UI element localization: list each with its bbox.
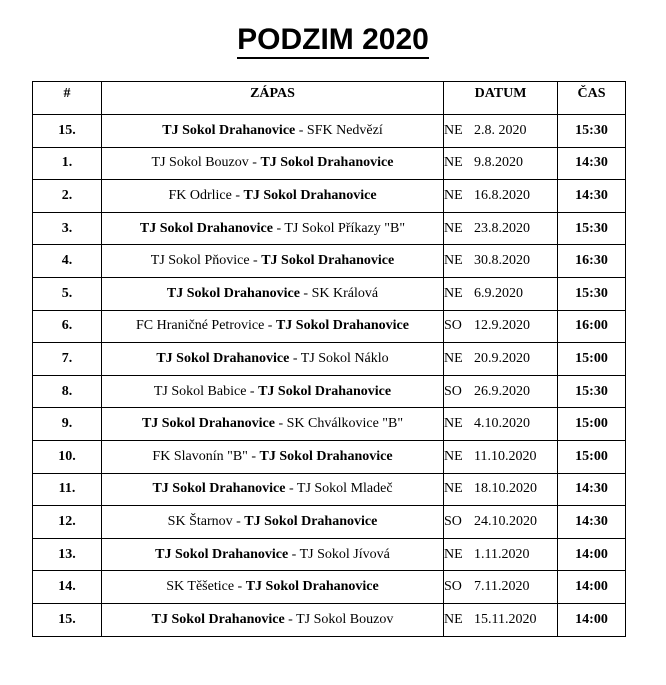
match-number: 15. [33, 603, 102, 636]
date-value: 23.8.2020 [474, 220, 530, 236]
table-row [33, 212, 626, 245]
date-cell [444, 408, 558, 441]
day-of-week: NE [444, 253, 463, 269]
date-cell [444, 115, 558, 148]
date-cell [444, 473, 558, 506]
table-row [33, 115, 626, 148]
away-team: TJ Sokol Mladeč [296, 481, 393, 497]
schedule-body [33, 115, 626, 637]
date-cell [444, 245, 558, 278]
home-team: SK Těšetice [166, 579, 235, 595]
match-separator: - [272, 220, 285, 236]
date-cell [444, 571, 558, 604]
away-team: TJ Sokol Náklo [300, 350, 389, 366]
day-of-week: NE [444, 122, 463, 138]
header-num: # [33, 82, 102, 115]
match-cell [102, 147, 444, 180]
match-cell [102, 571, 444, 604]
table-row [33, 571, 626, 604]
match-number: 15. [33, 115, 102, 148]
day-of-week: NE [444, 448, 463, 464]
match-number: 4. [33, 245, 102, 278]
match-cell [102, 506, 444, 539]
away-team: SFK Nedvězí [306, 122, 383, 138]
away-team: TJ Sokol Drahanovice [275, 318, 409, 334]
date-value: 12.9.2020 [474, 318, 530, 334]
home-team: TJ Sokol Pňovice [150, 253, 250, 269]
away-team: TJ Sokol Jívová [299, 546, 390, 562]
date-cell [444, 375, 558, 408]
table-row [33, 408, 626, 441]
day-of-week: SO [444, 513, 462, 529]
match-separator: - [247, 448, 260, 464]
date-cell [444, 310, 558, 343]
date-cell [444, 343, 558, 376]
table-row [33, 310, 626, 343]
kickoff-time: 14:30 [558, 147, 626, 180]
date-value: 7.11.2020 [474, 579, 530, 595]
match-number: 2. [33, 180, 102, 213]
match-number: 1. [33, 147, 102, 180]
date-cell [444, 212, 558, 245]
match-number: 14. [33, 571, 102, 604]
kickoff-time: 15:00 [558, 440, 626, 473]
match-cell [102, 180, 444, 213]
kickoff-time: 14:30 [558, 180, 626, 213]
match-cell [102, 408, 444, 441]
match-cell [102, 375, 444, 408]
match-separator: - [264, 318, 276, 334]
table-row [33, 440, 626, 473]
header-row [33, 82, 626, 115]
home-team: SK Štarnov [167, 513, 233, 529]
away-team: SK Králová [311, 285, 379, 301]
match-number: 9. [33, 408, 102, 441]
match-cell [102, 245, 444, 278]
day-of-week: NE [444, 611, 463, 627]
away-team: TJ Sokol Drahanovice [261, 253, 395, 269]
match-cell [102, 473, 444, 506]
away-team: TJ Sokol Drahanovice [260, 155, 394, 171]
table-row [33, 375, 626, 408]
day-of-week: SO [444, 318, 462, 334]
kickoff-time: 16:30 [558, 245, 626, 278]
header-match: ZÁPAS [102, 82, 444, 115]
table-row [33, 538, 626, 571]
home-team: TJ Sokol Drahanovice [166, 285, 300, 301]
match-cell [102, 603, 444, 636]
match-number: 12. [33, 506, 102, 539]
day-of-week: NE [444, 155, 463, 171]
day-of-week: NE [444, 481, 463, 497]
away-team: TJ Sokol Drahanovice [259, 448, 393, 464]
match-cell [102, 343, 444, 376]
away-team: TJ Sokol Drahanovice [258, 383, 392, 399]
match-cell [102, 440, 444, 473]
match-cell [102, 538, 444, 571]
date-value: 20.9.2020 [474, 350, 530, 366]
date-cell [444, 277, 558, 310]
date-value: 24.10.2020 [474, 513, 537, 529]
match-cell [102, 115, 444, 148]
match-number: 7. [33, 343, 102, 376]
table-row [33, 343, 626, 376]
kickoff-time: 15:30 [558, 115, 626, 148]
day-of-week: SO [444, 579, 462, 595]
kickoff-time: 14:30 [558, 506, 626, 539]
day-of-week: NE [444, 285, 463, 301]
match-number: 3. [33, 212, 102, 245]
day-of-week: NE [444, 350, 463, 366]
date-cell [444, 180, 558, 213]
match-number: 8. [33, 375, 102, 408]
date-value: 9.8.2020 [474, 155, 523, 171]
match-separator: - [249, 253, 262, 269]
away-team: TJ Sokol Bouzov [296, 611, 394, 627]
table-row [33, 603, 626, 636]
match-separator: - [274, 416, 287, 432]
home-team: FK Slavonín "B" [152, 448, 248, 464]
table-row [33, 245, 626, 278]
table-row [33, 277, 626, 310]
date-value: 26.9.2020 [474, 383, 530, 399]
match-number: 5. [33, 277, 102, 310]
away-team: TJ Sokol Drahanovice [243, 187, 377, 203]
table-row [33, 180, 626, 213]
match-separator: - [248, 155, 261, 171]
match-number: 10. [33, 440, 102, 473]
day-of-week: NE [444, 187, 463, 203]
kickoff-time: 15:00 [558, 408, 626, 441]
match-separator: - [288, 546, 300, 562]
kickoff-time: 14:00 [558, 571, 626, 604]
home-team: TJ Sokol Drahanovice [155, 546, 289, 562]
match-cell [102, 212, 444, 245]
date-value: 15.11.2020 [474, 611, 537, 627]
table-row [33, 506, 626, 539]
match-separator: - [299, 285, 312, 301]
home-team: TJ Sokol Drahanovice [162, 122, 296, 138]
home-team: TJ Sokol Drahanovice [139, 220, 273, 236]
kickoff-time: 14:00 [558, 603, 626, 636]
kickoff-time: 15:30 [558, 375, 626, 408]
home-team: FK Odrlice [168, 187, 232, 203]
match-cell [102, 277, 444, 310]
match-separator: - [246, 383, 259, 399]
table-row [33, 147, 626, 180]
home-team: TJ Sokol Drahanovice [141, 416, 275, 432]
schedule-table [32, 81, 626, 637]
date-cell [444, 147, 558, 180]
date-value: 1.11.2020 [474, 546, 530, 562]
match-number: 11. [33, 473, 102, 506]
date-value: 16.8.2020 [474, 187, 530, 203]
date-cell [444, 603, 558, 636]
match-separator: - [231, 187, 244, 203]
kickoff-time: 15:30 [558, 277, 626, 310]
kickoff-time: 14:30 [558, 473, 626, 506]
match-number: 6. [33, 310, 102, 343]
match-separator: - [285, 481, 297, 497]
match-separator: - [295, 122, 307, 138]
away-team: TJ Sokol Příkazy "B" [284, 220, 406, 236]
kickoff-time: 15:30 [558, 212, 626, 245]
date-value: 18.10.2020 [474, 481, 537, 497]
home-team: TJ Sokol Drahanovice [152, 481, 286, 497]
away-team: TJ Sokol Drahanovice [244, 513, 378, 529]
header-time: ČAS [558, 82, 626, 115]
day-of-week: NE [444, 220, 463, 236]
date-value: 6.9.2020 [474, 285, 523, 301]
home-team: TJ Sokol Babice [153, 383, 247, 399]
match-separator: - [234, 579, 246, 595]
date-value: 30.8.2020 [474, 253, 530, 269]
home-team: TJ Sokol Drahanovice [151, 611, 285, 627]
home-team: TJ Sokol Bouzov [151, 155, 249, 171]
date-value: 2.8. 2020 [474, 122, 527, 138]
header-date: DATUM [444, 82, 558, 115]
date-value: 11.10.2020 [474, 448, 537, 464]
away-team: SK Chválkovice "B" [286, 416, 404, 432]
kickoff-time: 15:00 [558, 343, 626, 376]
day-of-week: SO [444, 383, 462, 399]
date-cell [444, 538, 558, 571]
day-of-week: NE [444, 546, 463, 562]
kickoff-time: 16:00 [558, 310, 626, 343]
home-team: FC Hraničné Petrovice [136, 318, 265, 334]
home-team: TJ Sokol Drahanovice [156, 350, 290, 366]
page-title [0, 22, 666, 58]
match-cell [102, 310, 444, 343]
table-row [33, 473, 626, 506]
date-cell [444, 440, 558, 473]
page-title-text: PODZIM 2020 [237, 23, 429, 59]
date-value: 4.10.2020 [474, 416, 530, 432]
match-separator: - [284, 611, 297, 627]
match-separator: - [289, 350, 301, 366]
away-team: TJ Sokol Drahanovice [245, 579, 379, 595]
match-number: 13. [33, 538, 102, 571]
date-cell [444, 506, 558, 539]
day-of-week: NE [444, 416, 463, 432]
match-separator: - [232, 513, 245, 529]
kickoff-time: 14:00 [558, 538, 626, 571]
